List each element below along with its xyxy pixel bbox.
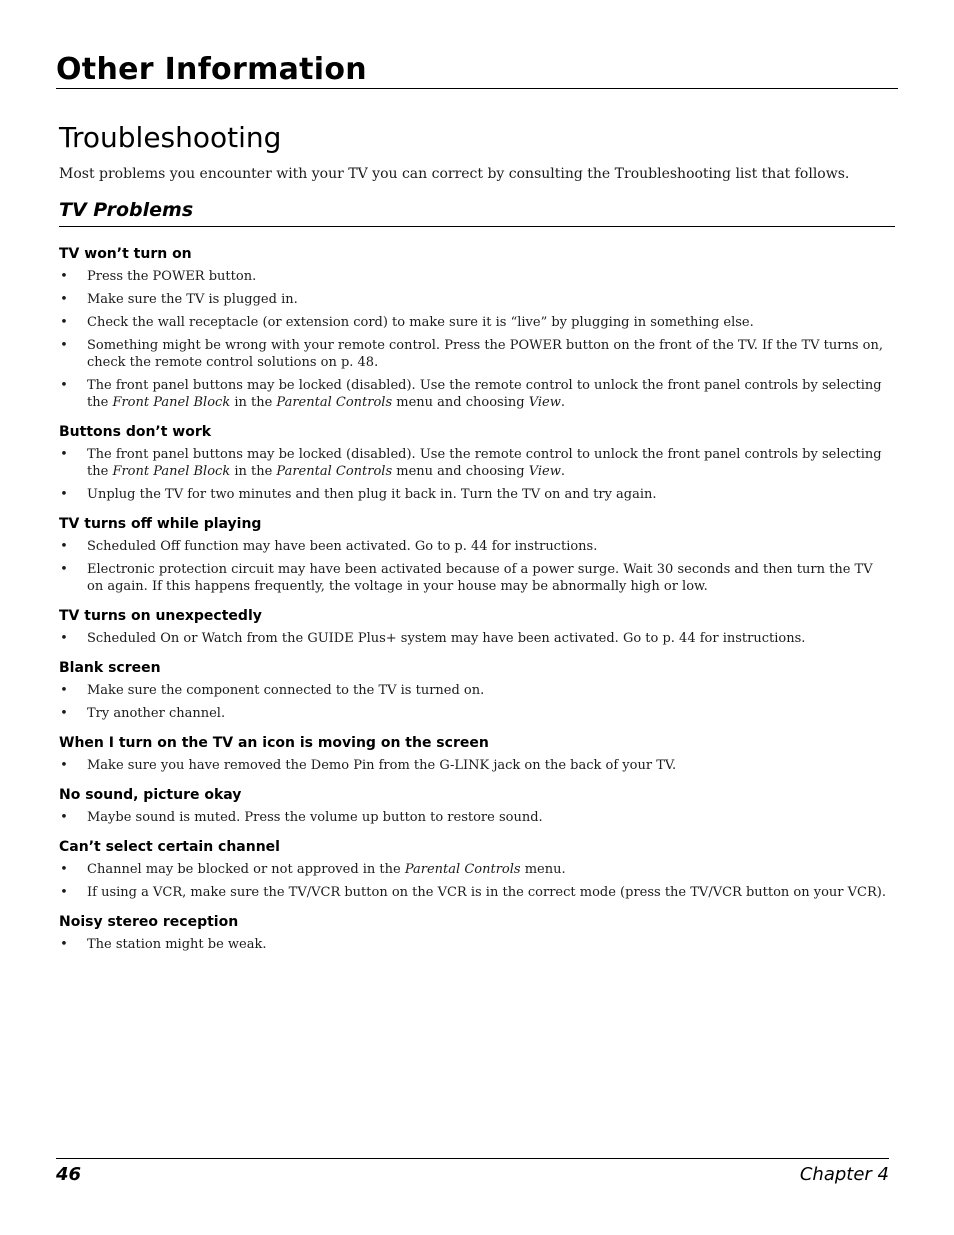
solution-text: Scheduled Off function may have been activated. Go to p. 44 for instructions.: [87, 539, 598, 554]
page-title: Troubleshooting: [59, 121, 282, 154]
bullet-icon: •: [60, 937, 68, 952]
problem-block: [59, 606, 892, 647]
problem-heading: Blank screen: [59, 660, 161, 676]
solution-text: Press the POWER button.: [87, 269, 257, 284]
solution-item: [59, 630, 892, 647]
solution-emphasis: Parental Controls: [276, 395, 393, 410]
solution-item: [59, 337, 892, 371]
intro-paragraph: Most problems you encounter with your TV you can correct by consulting the Troubleshooting list that follows.: [59, 166, 850, 182]
solution-text: [87, 447, 882, 479]
solution-text: [87, 862, 566, 877]
solution-text-segment: .: [560, 464, 565, 479]
problem-heading: Can’t select certain channel: [59, 839, 280, 855]
solution-item: [59, 757, 892, 774]
problem-heading: TV won’t turn on: [59, 246, 192, 262]
solution-item: [59, 682, 892, 699]
solution-list: [59, 809, 892, 826]
solution-text: Make sure you have removed the Demo Pin from the G-LINK jack on the back of your TV.: [87, 758, 677, 773]
problem-heading: No sound, picture okay: [59, 787, 242, 803]
bullet-icon: •: [60, 683, 68, 698]
bullet-icon: •: [60, 706, 68, 721]
solution-text: Try another channel.: [87, 706, 226, 721]
solution-text: The station might be weak.: [87, 937, 267, 952]
solution-emphasis: Front Panel Block: [112, 464, 231, 479]
solution-item: [59, 884, 892, 901]
solution-list: [59, 446, 892, 503]
section-header: [59, 196, 895, 227]
solution-item: [59, 809, 892, 826]
page-number: 46: [56, 1164, 82, 1185]
solution-text: Make sure the component connected to the TV is turned on.: [87, 683, 485, 698]
solution-emphasis: Parental Controls: [276, 464, 393, 479]
solution-text: Electronic protection circuit may have been activated because of a power surge. Wait 30 seconds and then turn the TV on again. If this happens frequently, the voltage in your house may be abnormally high or low.: [87, 562, 873, 594]
bullet-icon: •: [60, 758, 68, 773]
problem-block: [59, 785, 892, 826]
problem-block: [59, 514, 892, 595]
solution-item: [59, 861, 892, 878]
bullet-icon: •: [60, 292, 68, 307]
bullet-icon: •: [60, 862, 68, 877]
bullet-icon: •: [60, 487, 68, 502]
solution-item: [59, 538, 892, 555]
problem-heading: Noisy stereo reception: [59, 914, 239, 930]
bullet-icon: •: [60, 315, 68, 330]
solution-list: [59, 936, 892, 953]
bullet-icon: •: [60, 338, 68, 353]
solution-text: Scheduled On or Watch from the GUIDE Plus+ system may have been activated. Go to p. 44 for instructions.: [87, 631, 806, 646]
problem-block: [59, 837, 892, 901]
bullet-icon: •: [60, 631, 68, 646]
solution-item: [59, 291, 892, 308]
solution-emphasis: Parental Controls: [404, 862, 521, 877]
solution-item: [59, 314, 892, 331]
solution-text-segment: in the: [230, 464, 277, 479]
solution-text-segment: Channel may be blocked or not approved in the: [87, 862, 405, 877]
solution-emphasis: Front Panel Block: [112, 395, 231, 410]
problem-block: [59, 244, 892, 411]
chapter-label: Chapter 4: [799, 1164, 889, 1185]
solution-text: Check the wall receptacle (or extension cord) to make sure it is “live” by plugging in something else.: [87, 315, 754, 330]
solution-list: [59, 630, 892, 647]
chapter-header: [56, 52, 898, 89]
solution-list: [59, 861, 892, 901]
problem-block: [59, 733, 892, 774]
bullet-icon: •: [60, 378, 68, 393]
bullet-icon: •: [60, 885, 68, 900]
problem-block: [59, 912, 892, 953]
solution-list: [59, 757, 892, 774]
solution-list: [59, 268, 892, 411]
solution-item: [59, 561, 892, 595]
problem-list: [59, 244, 892, 959]
solution-text-segment: The front panel buttons may be locked (disabled). Use the remote control to unlock the front panel controls by selecting the: [87, 447, 882, 479]
section-title: TV Problems: [59, 199, 194, 221]
solution-text-segment: The front panel buttons may be locked (disabled). Use the remote control to unlock the front panel controls by selecting the: [87, 378, 882, 410]
solution-text-segment: menu and choosing: [392, 464, 529, 479]
solution-text: Something might be wrong with your remote control. Press the POWER button on the front of the TV. If the TV turns on, check the remote control solutions on p. 48.: [87, 338, 883, 370]
problem-heading: Buttons don’t work: [59, 424, 212, 440]
solution-item: [59, 268, 892, 285]
solution-emphasis: View: [528, 395, 561, 410]
solution-item: [59, 486, 892, 503]
problem-heading: TV turns off while playing: [59, 516, 262, 532]
problem-heading: TV turns on unexpectedly: [59, 608, 262, 624]
solution-text-segment: menu.: [520, 862, 566, 877]
problem-heading: When I turn on the TV an icon is moving on the screen: [59, 735, 489, 751]
solution-list: [59, 538, 892, 595]
bullet-icon: •: [60, 562, 68, 577]
chapter-title: Other Information: [56, 52, 367, 87]
bullet-icon: •: [60, 447, 68, 462]
problem-block: [59, 658, 892, 722]
page-footer: [56, 1158, 889, 1189]
bullet-icon: •: [60, 539, 68, 554]
solution-text: If using a VCR, make sure the TV/VCR button on the VCR is in the correct mode (press the TV/VCR button on your VCR).: [87, 885, 886, 900]
solution-emphasis: View: [528, 464, 561, 479]
solution-text: [87, 378, 882, 410]
problem-block: [59, 422, 892, 503]
solution-item: [59, 936, 892, 953]
solution-text-segment: .: [560, 395, 565, 410]
solution-item: [59, 705, 892, 722]
solution-text-segment: in the: [230, 395, 277, 410]
solution-text: Maybe sound is muted. Press the volume up button to restore sound.: [87, 810, 543, 825]
solution-list: [59, 682, 892, 722]
solution-item: [59, 446, 892, 480]
solution-text-segment: menu and choosing: [392, 395, 529, 410]
solution-text: Unplug the TV for two minutes and then plug it back in. Turn the TV on and try again.: [87, 487, 657, 502]
solution-text: Make sure the TV is plugged in.: [87, 292, 298, 307]
bullet-icon: •: [60, 269, 68, 284]
solution-item: [59, 377, 892, 411]
bullet-icon: •: [60, 810, 68, 825]
